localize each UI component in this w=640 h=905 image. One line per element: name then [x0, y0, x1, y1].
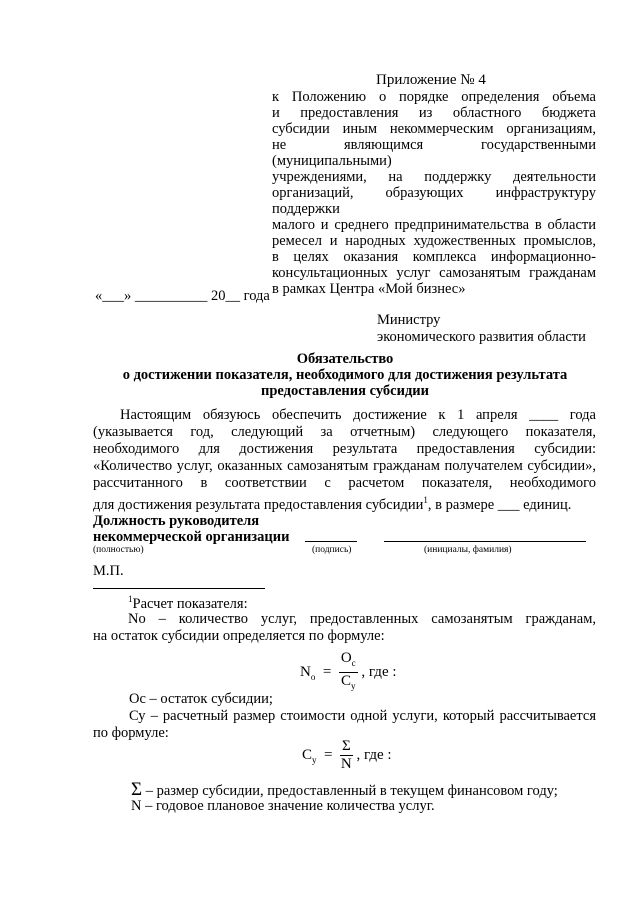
formula-lhs	[302, 747, 317, 765]
formula-symbol: О	[340, 650, 352, 666]
formula-symbol: N	[300, 663, 311, 680]
name-blank	[384, 525, 586, 542]
formula-equals: =	[319, 664, 336, 680]
body-last-line	[93, 492, 596, 514]
body-line: Настоящим обязуюсь обеспечить достижение к 1 апреля ____ года	[120, 407, 596, 423]
signatory-line: Должность руководителя	[93, 513, 260, 529]
caption-name: (инициалы, фамилия)	[424, 545, 512, 555]
footnote-line: Nо – количество услуг, предоставленных самозанятым гражданам,	[128, 611, 596, 627]
footnote-mark: 1	[128, 594, 133, 604]
footnote-paragraph	[93, 611, 596, 645]
formula-symbol: С	[340, 673, 351, 689]
annex-line: субсидии иным некоммерческим организациям,	[272, 121, 596, 137]
formula-no	[300, 650, 397, 695]
annex-line: не являющимся государственными (муниципальными)	[272, 137, 596, 169]
addressee	[377, 312, 586, 346]
formula-numerator	[339, 650, 358, 673]
formula-suffix: , где :	[361, 664, 397, 680]
title-line: Обязательство	[296, 351, 394, 367]
formula-numerator: Σ	[341, 738, 351, 754]
formula-fraction	[339, 650, 358, 695]
annex-line: консультационных услуг самозанятым гражданам	[272, 265, 596, 281]
definition-cy	[93, 708, 596, 742]
footnote-divider	[93, 588, 265, 589]
definition-sigma-text: – размер субсидии, предоставленный в текущем финансовом году;	[142, 783, 558, 799]
formula-cy	[302, 738, 392, 773]
footnote-heading-text: Расчет показателя:	[132, 595, 248, 612]
formula-subscript: у	[350, 681, 356, 691]
date-line: «___» __________ 20__ года	[95, 288, 270, 304]
annex-line: и предоставления из областного бюджета	[272, 105, 596, 121]
signature-blank	[305, 525, 357, 542]
formula-fraction	[340, 738, 353, 773]
annex-line: учреждениями, на поддержку деятельности	[272, 169, 596, 185]
title-line: о достижении показателя, необходимого для достижения результата	[122, 367, 568, 383]
formula-denominator: N	[340, 756, 352, 772]
footnote-line: на остаток субсидии определяется по формуле:	[93, 628, 385, 644]
body-line: необходимого для достижения результата предоставления субсидии:	[93, 441, 596, 457]
annex-line: ремесел и народных художественных промыслов,	[272, 233, 596, 249]
signatory-line: некоммерческой организации	[93, 529, 290, 545]
formula-denominator	[339, 673, 358, 695]
addressee-line: экономического развития области	[377, 329, 586, 345]
addressee-line: Министру	[377, 312, 441, 328]
caption-signature: (подпись)	[312, 545, 352, 555]
stamp-place: М.П.	[93, 563, 124, 579]
caption-position: (полностью)	[93, 545, 144, 555]
formula-suffix: , где :	[356, 747, 392, 763]
obligation-paragraph	[93, 407, 596, 514]
title-line: предоставления субсидии	[260, 383, 429, 399]
definition-line: Су – расчетный размер стоимости одной услуги, который рассчитывается	[129, 708, 596, 724]
signatory-position	[93, 513, 289, 545]
formula-subscript: у	[312, 754, 317, 765]
footnote-reference: 1	[423, 495, 428, 505]
definition-line: по формуле:	[93, 725, 169, 741]
definition-oc: Ос – остаток субсидии;	[129, 691, 273, 707]
annex-reference	[272, 89, 596, 297]
footnote-heading	[128, 594, 248, 613]
formula-subscript: о	[310, 671, 316, 682]
formula-symbol: С	[302, 746, 313, 763]
annex-title: Приложение № 4	[376, 72, 486, 88]
body-line: «Количество услуг, оказанных самозанятым гражданам получателем субсидии»,	[93, 458, 596, 474]
sigma-symbol: Σ	[131, 779, 143, 800]
body-tail: , в размере ___ единиц.	[427, 496, 572, 513]
annex-line: к Положению о порядке определения объема	[272, 89, 596, 105]
formula-lhs	[300, 664, 315, 682]
formula-equals: =	[320, 747, 337, 763]
body-line: (указывается год, следующий за отчетным) следующего показателя,	[93, 424, 596, 440]
annex-line: в целях оказания комплекса информационно-	[272, 249, 596, 265]
document-title	[90, 351, 600, 399]
definition-n: N – годовое плановое значение количества услуг.	[131, 798, 435, 814]
body-line: для достижения результата предоставления субсидии	[93, 496, 424, 513]
annex-line: в рамках Центра «Мой бизнес»	[272, 281, 466, 297]
annex-line: организаций, образующих инфраструктуру поддержки	[272, 185, 596, 217]
annex-line: малого и среднего предпринимательства в области	[272, 217, 596, 233]
formula-subscript: с	[351, 658, 356, 668]
body-line: рассчитанного в соответствии с расчетом показателя, необходимого	[93, 475, 596, 491]
